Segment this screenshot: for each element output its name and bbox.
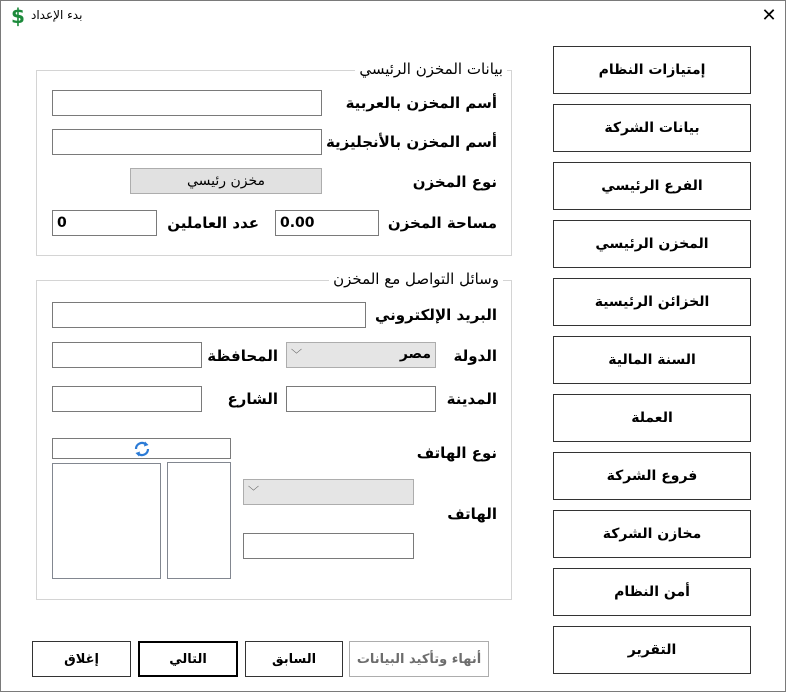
refresh-button[interactable] <box>52 438 231 459</box>
store-type-button[interactable]: مخزن رئيسي <box>130 168 322 194</box>
store-area-label: مساحة المخزن <box>387 214 497 232</box>
email-input[interactable] <box>52 302 366 328</box>
workers-count-label: عدد العاملين <box>167 214 259 232</box>
nav-company-data-button[interactable]: بيانات الشركة <box>553 104 751 152</box>
street-input[interactable] <box>52 386 202 412</box>
window-title: بدء الإعداد <box>31 8 83 22</box>
nav-system-security-button[interactable]: أمن النظام <box>553 568 751 616</box>
previous-button[interactable]: السابق <box>245 641 343 677</box>
governorate-label: المحافظة <box>207 347 278 365</box>
nav-system-privileges-button[interactable]: إمتيازات النظام <box>553 46 751 94</box>
store-name-en-label: أسم المخزن بالأنجليزية <box>325 133 497 151</box>
workers-count-input[interactable]: 0 <box>52 210 157 236</box>
store-data-group-title: بيانات المخزن الرئيسي <box>355 60 507 78</box>
phone-label: الهاتف <box>447 505 497 523</box>
next-button[interactable]: التالي <box>138 641 238 677</box>
nav-company-branches-button[interactable]: فروع الشركة <box>553 452 751 500</box>
phone-type-select[interactable] <box>243 479 414 505</box>
city-label: المدينة <box>446 390 497 408</box>
phone-type-label: نوع الهاتف <box>416 444 497 462</box>
nav-company-stores-button[interactable]: مخازن الشركة <box>553 510 751 558</box>
country-select[interactable] <box>286 342 436 368</box>
nav-fiscal-year-button[interactable]: السنة المالية <box>553 336 751 384</box>
nav-main-store-button[interactable]: المخزن الرئيسي <box>553 220 751 268</box>
store-name-ar-input[interactable] <box>52 90 322 116</box>
nav-currency-button[interactable]: العملة <box>553 394 751 442</box>
dollar-icon: $ <box>11 4 25 28</box>
nav-main-branch-button[interactable]: الفرع الرئيسي <box>553 162 751 210</box>
title-bar <box>1 1 785 32</box>
window-close-button[interactable]: ✕ <box>761 5 777 26</box>
store-type-label: نوع المخزن <box>412 173 497 191</box>
phone-input[interactable] <box>243 533 414 559</box>
contact-group-title: وسائل التواصل مع المخزن <box>329 270 503 288</box>
phone-number-list[interactable] <box>167 462 231 579</box>
phone-type-list[interactable] <box>52 463 161 579</box>
email-label: البريد الإلكتروني <box>375 306 497 324</box>
refresh-icon <box>133 441 151 457</box>
city-input[interactable] <box>286 386 436 412</box>
street-label: الشارع <box>227 390 278 408</box>
store-name-en-input[interactable] <box>52 129 322 155</box>
country-label: الدولة <box>453 347 497 365</box>
store-area-input[interactable]: 0.00 <box>275 210 379 236</box>
nav-main-treasuries-button[interactable]: الخزائن الرئيسية <box>553 278 751 326</box>
finish-confirm-button[interactable]: أنهاء وتأكيد البيانات <box>349 641 489 677</box>
chevron-down-icon: ﹀ <box>291 348 302 361</box>
governorate-input[interactable] <box>52 342 202 368</box>
nav-report-button[interactable]: التقرير <box>553 626 751 674</box>
close-button[interactable]: إغلاق <box>32 641 131 677</box>
country-select-value: مصر <box>399 346 431 362</box>
store-name-ar-label: أسم المخزن بالعربية <box>345 94 497 112</box>
chevron-down-icon: ﹀ <box>248 485 259 498</box>
